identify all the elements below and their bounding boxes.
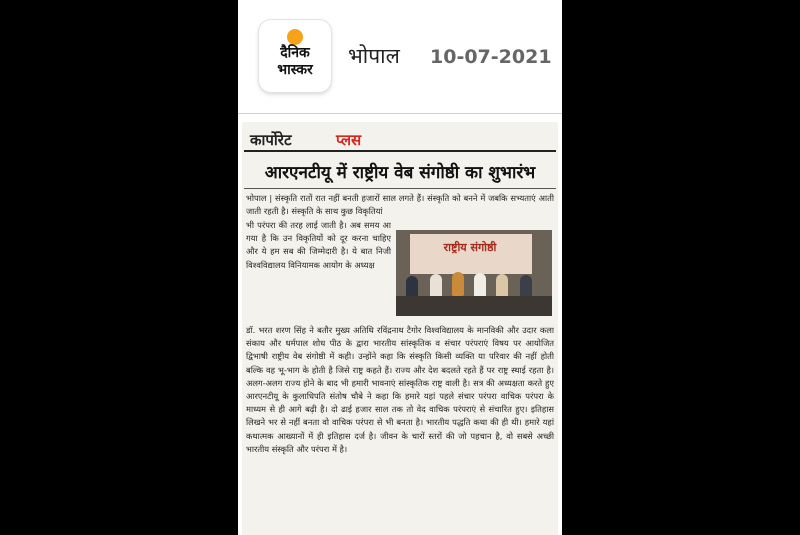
article-paragraph-side: भी परंपरा की तरह लाई जाती है। अब समय आ गया है कि उन विकृतियों को दूर करना चाहिए और ये हम सब की जिम्मेदारी है। ये बात निजी विश्वविद्यालय विनियामक आयोग के अध्यक्ष	[246, 220, 391, 270]
dainik-bhaskar-logo	[259, 20, 331, 92]
photo-person	[430, 274, 442, 298]
photo-banner-text: राष्ट्रीय संगोष्ठी	[443, 241, 497, 254]
logo-text-line1: दैनिक	[280, 45, 310, 61]
photo-person	[474, 273, 486, 297]
photo-table	[396, 296, 552, 316]
section-header	[244, 128, 556, 152]
section-tag: प्लस	[336, 131, 362, 149]
edition-city: भोपाल	[348, 44, 400, 68]
sun-icon	[287, 29, 303, 45]
event-photo	[396, 230, 552, 316]
masthead	[238, 0, 562, 112]
article-paragraph-intro: भोपाल | संस्कृति रातों रात नहीं बनती हजारों साल लगते हैं। संस्कृति को बनने में जबकि सभ्यताएं आती जाती रहती है। संस्कृति के साथ कुछ विकृतियां	[246, 193, 554, 217]
photo-backdrop	[410, 234, 532, 274]
article-paragraph-main: डॉ. भरत शरण सिंह ने बतौर मुख्य अतिथि रविंद्रनाथ टैगोर विश्वविद्यालय के मानविकी और उदार कला संकाय और धर्मपाल शोध पीठ के द्वारा भारतीय सांस्कृतिक व संचार परंपराएं विषय पर आयोजित द्विभाषी राष्ट्रीय वेब संगोष्ठी में कही। उन्होंने कहा कि संस्कृति किसी व्यक्ति या परिवार की नहीं होती बल्कि वह भू-भाग के होती है जिसे राष्ट्र कहते हैं। राज्य और देश बदलते रहते हैं पर राष्ट्र स्थाई रहता है। अलग-अलग राज्य होने के बाद भी हमारी भावनाएं सांस्कृतिक राष्ट्र वाली है। सत्र की अध्यक्षता करते हुए आरएनटीयू के कुलाधिपति संतोष चौबे ने कहा कि हमारे यहां पहले संचार परंपरा वाचिक परंपरा के माध्यम से ही आगे बढ़ी है। दो ढाई हजार साल तक तो वेद वाचिक परंपराएं से संचारित हुए। इतिहास लिखने भर से नहीं बनता वो वाचिक परंपरा से भी बनता है। भारतीय पद्धति कथा की ही थी। हमारे यहां कथात्मक आख्यानों में ही इतिहास दर्ज है। जीवन के चारों स्तरों की जो पहचान है, वो सबसे अच्छी भारतीय संस्कृति और परंपरा में है।	[246, 325, 554, 454]
headline-divider	[244, 188, 556, 189]
logo-text-line2: भास्कर	[277, 62, 313, 78]
article-clipping	[242, 122, 558, 535]
photo-person	[496, 274, 508, 298]
photo-person	[452, 272, 464, 296]
newspaper-clipping-page	[238, 0, 562, 535]
masthead-divider	[238, 113, 562, 114]
section-title: कार्पोरेट	[250, 131, 292, 149]
edition-date: 10-07-2021	[430, 46, 552, 68]
article-headline: आरएनटीयू में राष्ट्रीय वेब संगोष्ठी का शुभारंभ	[264, 163, 536, 183]
